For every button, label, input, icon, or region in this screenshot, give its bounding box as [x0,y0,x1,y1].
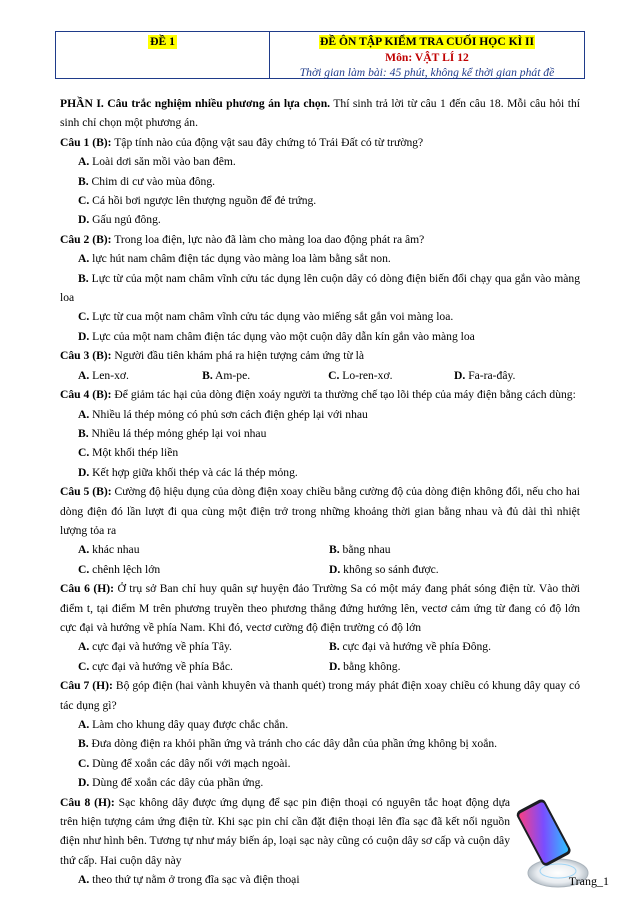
option-c: C. chênh lệch lớn [78,562,161,576]
header-table [55,31,585,79]
option-c: C. Dùng để xoắn các dây nối với mạch ngoài. [78,756,291,770]
section-heading: PHẦN I. Câu trắc nghiệm nhiều phương án lựa chọn. [60,97,331,110]
header-right-cell [270,32,584,78]
section-intro [60,94,580,133]
option-b: B. bằng nhau [329,543,391,557]
question-text: Sạc không dây được ứng dụng để sạc pin điện thoại có nguyên tắc hoạt động dựa trên hiện tượng cảm ứng điện từ. Khi sạc pin chỉ cần đặt điện thoại lên đĩa sạc đã kết nối nguồn điện như hình bên. Tương tự như máy biến áp, loại sạc này cũng có cuộn dây sơ cấp và cuộn dây thứ cấp. Hai cuộn dây này [60,795,511,867]
option-b: B. Lực từ của một nam châm vĩnh cửu tác dụng lên cuộn dây có dòng điện biến đổi chạy qua gắn vào màng loa [60,271,580,305]
option-d: D. Lực của một nam châm điện tác dụng vào một cuộn dây dẫn kín gắn vào màng loa [78,329,475,343]
option-b: B. cực đại và hướng về phía Đông. [329,640,491,654]
option-d: D. Gấu ngủ đông. [78,213,161,227]
option-d: D. Kết hợp giữa khối thép và các lá thép mỏng. [78,465,298,479]
question-label: Câu 1 (B): [60,135,112,149]
question-text: Tập tính nào của động vật sau đây chứng tỏ Trái Đất có từ trường? [111,135,424,149]
question-label: Câu 8 (H): [60,795,115,809]
question-text: Bộ góp điện (hai vành khuyên và thanh quét) trong máy phát điện xoay chiều có khung dây quay có tác dụng gì? [60,679,580,712]
option-b: B. Am-pe. [202,368,251,382]
question-5 [60,482,580,540]
question-label: Câu 2 (B): [60,232,112,246]
question-6 [60,579,580,637]
question-text: Cường độ hiệu dụng của dòng điện xoay chiều bằng cường độ của dòng điện không đổi, nếu cho hai dòng điện đó lần lượt đi qua cùng một điện trở trong những khoảng thời gian bằng nhau và đủ dài thì nhiệt lượng tỏa ra [60,485,580,537]
option-d: D. không so sánh được. [329,562,439,576]
option-c: C. Lo-ren-xơ. [328,368,393,382]
option-a: A. theo thứ tự nằm ở trong đĩa sạc và điện thoại [78,873,300,887]
option-a: A. Len-xơ. [78,368,129,382]
question-label: Câu 6 (H): [60,582,114,596]
option-b: B. Nhiều lá thép mỏng ghép lại voi nhau [78,426,267,440]
option-c: C. Một khối thép liền [78,446,179,460]
question-text: Trong loa điện, lực nào đã làm cho màng loa dao động phát ra âm? [111,232,425,246]
question-7 [60,676,580,715]
exam-code: ĐỀ 1 [150,35,175,48]
option-b: B. Chim di cư vào mùa đông. [78,174,216,188]
option-c: C. Lực từ cua một nam châm vĩnh cửu tác dụng vào miếng sắt gắn voi màng loa. [78,310,454,324]
option-c: C. cực đại và hướng về phía Bắc. [78,659,233,673]
option-d: D. bằng không. [329,659,401,673]
question-4 [60,385,580,404]
option-b: B. Đưa dòng điện ra khỏi phần ứng và tránh cho các dây dẫn của phần ứng không bị xoắn. [78,737,498,751]
option-a: A. cực đại và hướng về phía Tây. [78,640,232,654]
options-row [60,560,580,579]
question-label: Câu 5 (B): [60,485,112,499]
options-row [60,657,580,676]
exam-time: Thời gian làm bài: 45 phút, không kể thời gian phát đề [299,66,555,80]
options-row [60,637,580,656]
option-a: A. Loài dơi săn mồi vào ban đêm. [78,155,236,169]
question-3 [60,346,580,365]
header-left-cell [56,32,270,78]
options-row [60,366,580,385]
question-label: Câu 3 (B): [60,349,112,363]
option-a: A. lực hút nam châm điện tác dụng vào màng loa làm bằng sắt non. [78,252,391,266]
options-row [60,540,580,559]
option-a: A. Làm cho khung dây quay được chắc chắn. [78,718,289,731]
option-d: D. Dùng để xoắn các dây của phần ứng. [78,776,264,790]
section-instructions: Thí sinh trả lời từ câu 1 đến câu 18. Mỗi câu hỏi thí sinh chỉ chọn một phương án. [60,97,580,130]
question-1 [60,133,580,152]
option-a: A. khác nhau [78,543,140,557]
question-text: Để giảm tác hại của dòng điện xoáy người ta thường chế tạo lõi thép của máy điện bằng cách dùng: [111,388,576,402]
question-text: Người đầu tiên khám phá ra hiện tượng cảm ứng từ là [111,349,364,363]
exam-title: ĐỀ ÔN TẬP KIỂM TRA CUỐI HỌC KÌ II [319,35,535,48]
question-label: Câu 4 (B): [60,388,112,402]
exam-content [60,94,580,890]
question-8-block [60,793,580,890]
exam-subject: Môn: VẬT LÍ 12 [385,51,469,65]
question-label: Câu 7 (H): [60,679,113,693]
option-d: D. Fa-ra-đây. [454,368,516,382]
option-a: A. Nhiều lá thép mỏng có phủ sơn cách điện ghép lại với nhau [78,407,368,421]
option-c: C. Cá hồi bơi ngược lên thượng nguồn để đẻ trứng. [78,194,317,208]
question-8 [60,793,510,871]
question-2 [60,230,580,249]
question-text: Ở trụ sở Ban chỉ huy quân sự huyện đảo Trường Sa có một máy đang phát sóng điện từ. Vào thời điểm t, tại điểm M trên phương truyền theo phương thẳng đứng hướng lên, vectơ cảm ứng từ đang có độ lớn cực đại và hướng về phía Nam. Khi đó, vectơ cường độ điện trường có độ lớn [60,582,581,634]
page-number: Trang_1 [568,874,609,888]
